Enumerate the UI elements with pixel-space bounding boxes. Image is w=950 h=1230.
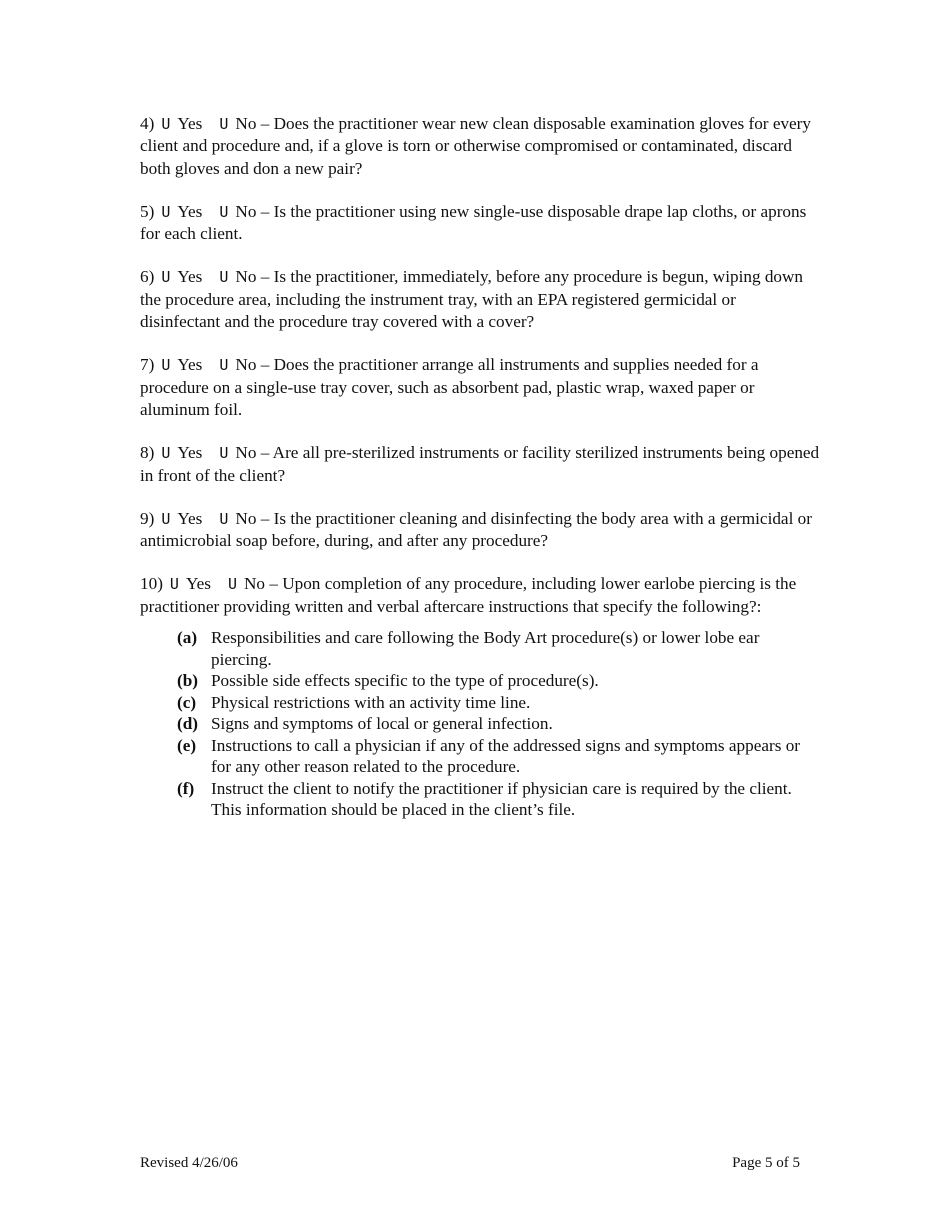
page-number: Page 5 of 5 <box>732 1155 800 1171</box>
question-number: 8) <box>140 443 155 463</box>
item-text: Signs and symptoms of local or general infection. <box>211 714 553 734</box>
list-item <box>177 713 820 735</box>
question-number: 7) <box>140 355 155 375</box>
item-letter: (b) <box>177 671 199 691</box>
no-label: No <box>235 114 257 133</box>
no-label: No <box>235 355 257 375</box>
revised-date: Revised 4/26/06 <box>140 1155 238 1171</box>
no-label: No <box>235 508 257 528</box>
list-item <box>177 735 820 778</box>
question-8 <box>140 442 820 487</box>
no-label: No <box>244 574 266 594</box>
question-number: 10) <box>140 574 163 594</box>
question-7 <box>140 354 820 421</box>
item-text: Physical restrictions with an activity time line. <box>211 692 531 712</box>
document-page <box>140 113 820 821</box>
question-text: – Does the practitioner arrange all instruments and supplies needed for a procedure on a single-use tray cover, such as absorbent pad, plastic wrap, waxed paper or aluminum foil. <box>140 355 759 419</box>
aftercare-instruction-list <box>177 627 820 821</box>
question-6 <box>140 266 820 333</box>
yes-checkbox-icon[interactable]: U <box>161 268 171 287</box>
yes-label: Yes <box>177 267 203 287</box>
list-item <box>177 627 820 670</box>
question-text: – Is the practitioner using new single-use disposable drape lap cloths, or aprons for each client. <box>140 201 807 244</box>
item-letter: (c) <box>177 692 197 712</box>
question-number: 5) <box>140 201 155 221</box>
list-item <box>177 692 820 714</box>
item-text: Responsibilities and care following the Body Art procedure(s) or lower lobe ear piercing. <box>211 628 760 669</box>
yes-label: Yes <box>185 574 211 594</box>
page-footer <box>140 1155 800 1172</box>
no-checkbox-icon[interactable]: U <box>219 356 229 375</box>
no-checkbox-icon[interactable]: U <box>227 575 237 594</box>
yes-checkbox-icon[interactable]: U <box>161 202 171 221</box>
no-checkbox-icon[interactable]: U <box>219 444 229 463</box>
yes-label: Yes <box>177 201 203 221</box>
item-letter: (f) <box>177 778 195 798</box>
item-text: Instruct the client to notify the practitioner if physician care is required by the client. This information should be placed in the client’s file. <box>211 778 792 820</box>
item-letter: (a) <box>177 628 198 648</box>
item-letter: (d) <box>177 714 199 734</box>
yes-checkbox-icon[interactable]: U <box>161 115 171 133</box>
no-label: No <box>235 443 257 463</box>
yes-label: Yes <box>177 443 203 463</box>
no-label: No <box>235 267 257 287</box>
yes-checkbox-icon[interactable]: U <box>161 356 171 375</box>
question-5 <box>140 201 820 246</box>
question-9 <box>140 508 820 553</box>
item-letter: (e) <box>177 735 197 755</box>
item-text: Instructions to call a physician if any of the addressed signs and symptoms appears or for any other reason related to the procedure. <box>211 735 801 777</box>
item-text: Possible side effects specific to the type of procedure(s). <box>211 671 599 691</box>
question-4 <box>140 113 820 180</box>
no-checkbox-icon[interactable]: U <box>219 268 229 287</box>
question-number: 4) <box>140 114 155 133</box>
question-text: – Upon completion of any procedure, including lower earlobe piercing is the practitioner providing written and verbal aftercare instructions that specify the following?: <box>140 574 797 616</box>
question-number: 9) <box>140 508 155 528</box>
question-text: – Does the practitioner wear new clean disposable examination gloves for every client and procedure and, if a glove is torn or otherwise compromised or contaminated, discard both gloves and don a new pair? <box>140 114 811 178</box>
yes-checkbox-icon[interactable]: U <box>161 444 171 463</box>
yes-checkbox-icon[interactable]: U <box>161 509 171 528</box>
question-text: – Is the practitioner, immediately, before any procedure is begun, wiping down the procedure area, including the instrument tray, with an EPA registered germicidal or disinfectant and the procedure tray covered with a cover? <box>140 267 804 332</box>
no-label: No <box>235 201 257 221</box>
question-number: 6) <box>140 267 155 287</box>
no-checkbox-icon[interactable]: U <box>219 202 229 221</box>
list-item <box>177 670 820 692</box>
no-checkbox-icon[interactable]: U <box>219 115 229 133</box>
yes-label: Yes <box>177 114 203 133</box>
yes-label: Yes <box>177 508 203 528</box>
question-text: – Are all pre-sterilized instruments or facility sterilized instruments being opened in front of the client? <box>140 443 820 485</box>
yes-label: Yes <box>177 355 203 375</box>
yes-checkbox-icon[interactable]: U <box>169 575 179 594</box>
question-text: – Is the practitioner cleaning and disinfecting the body area with a germicidal or antimicrobial soap before, during, and after any procedure? <box>140 508 812 551</box>
list-item <box>177 778 820 821</box>
no-checkbox-icon[interactable]: U <box>219 509 229 528</box>
question-10 <box>140 573 820 618</box>
